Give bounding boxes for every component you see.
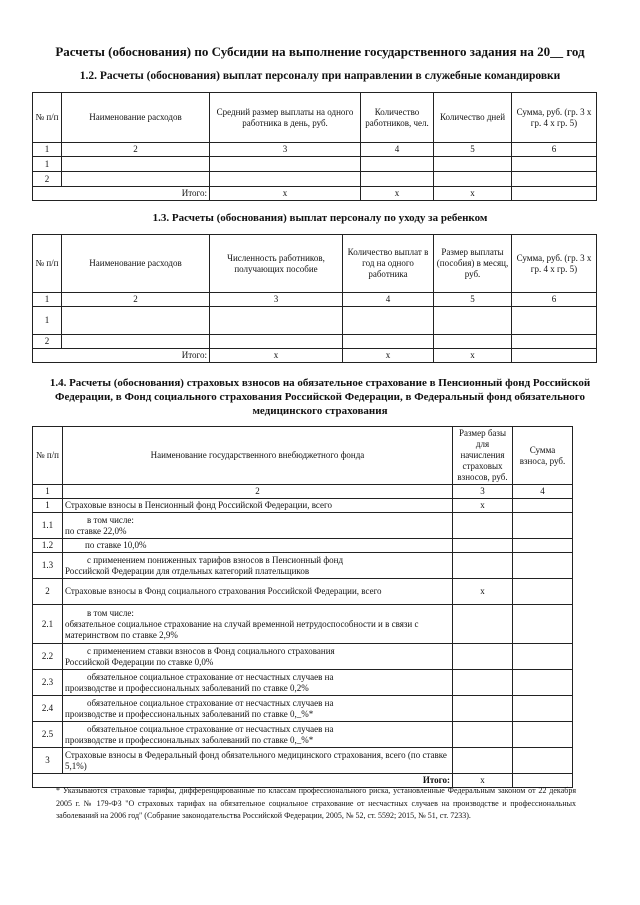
fund-name-line: производстве и профессиональных заболеваний по ставке 0,2% <box>65 682 309 693</box>
row-number: 3 <box>33 748 63 774</box>
fund-name-line: обязательное социальное страхование от несчастных случаев на <box>87 697 334 708</box>
total-label: Итого: <box>33 349 210 363</box>
col-number-cell: 2 <box>62 143 210 157</box>
empty-cell <box>512 187 597 201</box>
fund-name-line: производстве и профессиональных заболеваний по ставке 0,_%* <box>65 734 314 745</box>
row-number: 2 <box>33 579 63 605</box>
fund-name: Страховые взносы в Федеральный фонд обязательного медицинского страхования, всего (по ставке 5,1%) <box>63 748 453 774</box>
base-cell: x <box>453 499 513 513</box>
col-number-cell: 2 <box>63 485 453 499</box>
table-row <box>33 722 573 748</box>
col-number-cell: 5 <box>434 143 512 157</box>
empty-cell <box>361 172 434 187</box>
header-daily-payment: Средний размер выплаты на одного работника в день, руб. <box>210 93 361 143</box>
header-number: № п/п <box>33 93 62 143</box>
fund-name-line: Российской Федерации для отдельных категорий плательщиков <box>65 565 310 576</box>
empty-cell <box>210 335 343 349</box>
header-payment-count: Количество выплат в год на одного работника <box>343 235 434 293</box>
col-number-cell: 6 <box>512 293 597 307</box>
base-cell <box>453 722 513 748</box>
section-1-2-heading: 1.2. Расчеты (обоснования) выплат персоналу при направлении в служебные командировки <box>79 70 561 82</box>
fund-name <box>63 696 453 722</box>
total-cell: x <box>210 349 343 363</box>
empty-cell <box>361 157 434 172</box>
table-row <box>33 499 573 513</box>
col-number-cell: 3 <box>453 485 513 499</box>
empty-cell <box>512 335 597 349</box>
base-cell <box>453 748 513 774</box>
table-row <box>33 644 573 670</box>
fund-name-line: по ставке 22,0% <box>65 525 127 536</box>
table-row <box>33 579 573 605</box>
fund-name: по ставке 10,0% <box>63 539 453 553</box>
fund-name-line: обязательное социальное страхование на случай временной нетрудоспособности и в связи с материнством по ставке 2,9% <box>65 618 419 640</box>
fund-name-line: Российской Федерации по ставке 0,0% <box>65 656 214 667</box>
table-row <box>33 335 597 349</box>
base-cell <box>453 553 513 579</box>
fund-name-line: обязательное социальное страхование от несчастных случаев на <box>87 723 334 734</box>
empty-cell <box>513 553 573 579</box>
col-number-cell: 2 <box>62 293 210 307</box>
row-number: 1 <box>33 157 62 172</box>
row-number: 2.2 <box>33 644 63 670</box>
empty-cell <box>512 307 597 335</box>
total-cell: x <box>434 349 512 363</box>
total-row <box>33 187 597 201</box>
table-row <box>33 696 573 722</box>
childcare-payments-table <box>32 234 597 363</box>
empty-cell <box>513 539 573 553</box>
table-row <box>33 670 573 696</box>
empty-cell <box>434 307 512 335</box>
total-label: Итого: <box>33 774 453 788</box>
base-cell: x <box>453 579 513 605</box>
row-number: 2.5 <box>33 722 63 748</box>
total-cell: x <box>453 774 513 788</box>
fund-name <box>63 605 453 644</box>
travel-expenses-table <box>32 92 597 201</box>
empty-cell <box>513 499 573 513</box>
col-number-cell: 1 <box>33 293 62 307</box>
row-number: 1.3 <box>33 553 63 579</box>
header-number: № п/п <box>33 235 62 293</box>
row-number: 1.1 <box>33 513 63 539</box>
total-cell: x <box>210 187 361 201</box>
total-row <box>33 349 597 363</box>
insurance-contributions-table <box>32 426 573 788</box>
header-fund-name: Наименование государственного внебюджетного фонда <box>63 427 453 485</box>
empty-cell <box>513 644 573 670</box>
fund-name-line: в том числе: <box>87 514 134 525</box>
base-cell <box>453 644 513 670</box>
empty-cell <box>62 157 210 172</box>
empty-cell <box>343 335 434 349</box>
row-number: 2.4 <box>33 696 63 722</box>
header-recipient-count: Численность работников, получающих пособие <box>210 235 343 293</box>
empty-cell <box>62 335 210 349</box>
header-sum: Сумма, руб. (гр. 3 x гр. 4 x гр. 5) <box>512 235 597 293</box>
table-row <box>33 539 573 553</box>
base-cell <box>453 670 513 696</box>
fund-name-line: обязательное социальное страхование от несчастных случаев на <box>87 671 334 682</box>
empty-cell <box>434 157 512 172</box>
fund-name <box>63 670 453 696</box>
header-number: № п/п <box>33 427 63 485</box>
total-cell: x <box>343 349 434 363</box>
empty-cell <box>210 157 361 172</box>
empty-cell <box>434 172 512 187</box>
fund-name <box>63 644 453 670</box>
table-row <box>33 748 573 774</box>
empty-cell <box>513 579 573 605</box>
fund-name-line: производстве и профессиональных заболеваний по ставке 0,_%* <box>65 708 314 719</box>
col-number-cell: 6 <box>512 143 597 157</box>
col-number-cell: 5 <box>434 293 512 307</box>
empty-cell <box>210 307 343 335</box>
empty-cell <box>512 172 597 187</box>
col-number-cell: 3 <box>210 143 361 157</box>
base-cell <box>453 605 513 644</box>
row-number: 2 <box>33 172 62 187</box>
header-monthly-amount: Размер выплаты (пособия) в месяц, руб. <box>434 235 512 293</box>
empty-cell <box>62 172 210 187</box>
row-number: 1.2 <box>33 539 63 553</box>
section-1-4-heading: 1.4. Расчеты (обоснования) страховых взносов на обязательное страхование в Пенсионный фонд Российской Федерации, в Фонд социального страхования Российской Федерации, в Федеральный фонд обязательного медицинского страхования <box>49 377 591 417</box>
table-row <box>33 605 573 644</box>
row-number: 1 <box>33 307 62 335</box>
header-expense-name: Наименование расходов <box>62 93 210 143</box>
table-row <box>33 513 573 539</box>
empty-cell <box>513 748 573 774</box>
empty-cell <box>513 670 573 696</box>
table-row <box>33 307 597 335</box>
fund-name <box>63 513 453 539</box>
row-number: 2 <box>33 335 62 349</box>
col-number-cell: 3 <box>210 293 343 307</box>
fund-name <box>63 722 453 748</box>
header-expense-name: Наименование расходов <box>62 235 210 293</box>
total-cell: x <box>361 187 434 201</box>
fund-name-line: с применением пониженных тарифов взносов в Пенсионный фонд <box>87 554 344 565</box>
empty-cell <box>512 157 597 172</box>
fund-name-line: с применением ставки взносов в Фонд социального страхования <box>87 645 335 656</box>
header-base-amount: Размер базы для начисления страховых взносов, руб. <box>453 427 513 485</box>
empty-cell <box>513 513 573 539</box>
fund-name: Страховые взносы в Пенсионный фонд Российской Федерации, всего <box>63 499 453 513</box>
total-cell: x <box>434 187 512 201</box>
col-number-cell: 4 <box>343 293 434 307</box>
col-number-cell: 1 <box>33 485 63 499</box>
header-sum: Сумма, руб. (гр. 3 x гр. 4 x гр. 5) <box>512 93 597 143</box>
row-number: 2.1 <box>33 605 63 644</box>
fund-name: Страховые взносы в Фонд социального страхования Российской Федерации, всего <box>63 579 453 605</box>
row-number: 2.3 <box>33 670 63 696</box>
empty-cell <box>513 722 573 748</box>
empty-cell <box>210 172 361 187</box>
table-row <box>33 157 597 172</box>
table-row <box>33 553 573 579</box>
col-number-cell: 4 <box>361 143 434 157</box>
empty-cell <box>62 307 210 335</box>
fund-name-line: в том числе: <box>87 607 134 618</box>
base-cell <box>453 513 513 539</box>
col-number-cell: 1 <box>33 143 62 157</box>
empty-cell <box>513 605 573 644</box>
header-contribution-sum: Сумма взноса, руб. <box>513 427 573 485</box>
section-1-3-heading: 1.3. Расчеты (обоснования) выплат персоналу по уходу за ребенком <box>152 212 488 224</box>
row-number: 1 <box>33 499 63 513</box>
fund-name <box>63 553 453 579</box>
empty-cell <box>343 307 434 335</box>
header-worker-count: Количество работников, чел. <box>361 93 434 143</box>
total-label: Итого: <box>33 187 210 201</box>
empty-cell <box>434 335 512 349</box>
empty-cell <box>513 696 573 722</box>
footnote: * Указываются страховые тарифы, дифференцированные по классам профессионального риска, установленные Федеральным законом от 22 декабря 2005 г. № 179-ФЗ "О страховых тарифах на обязательное социальное страхование от несчастных случаев на производстве и профессиональных заболеваний на 2006 год" (Собрание законодательства Российской Федерации, 2005, № 52, ст. 5592; 2015, № 51, ст. 7233). <box>56 786 576 820</box>
base-cell <box>453 696 513 722</box>
base-cell <box>453 539 513 553</box>
page-title: Расчеты (обоснования) по Субсидии на выполнение государственного задания на 20__ год <box>55 44 585 59</box>
table-row <box>33 172 597 187</box>
header-day-count: Количество дней <box>434 93 512 143</box>
col-number-cell: 4 <box>513 485 573 499</box>
empty-cell <box>512 349 597 363</box>
